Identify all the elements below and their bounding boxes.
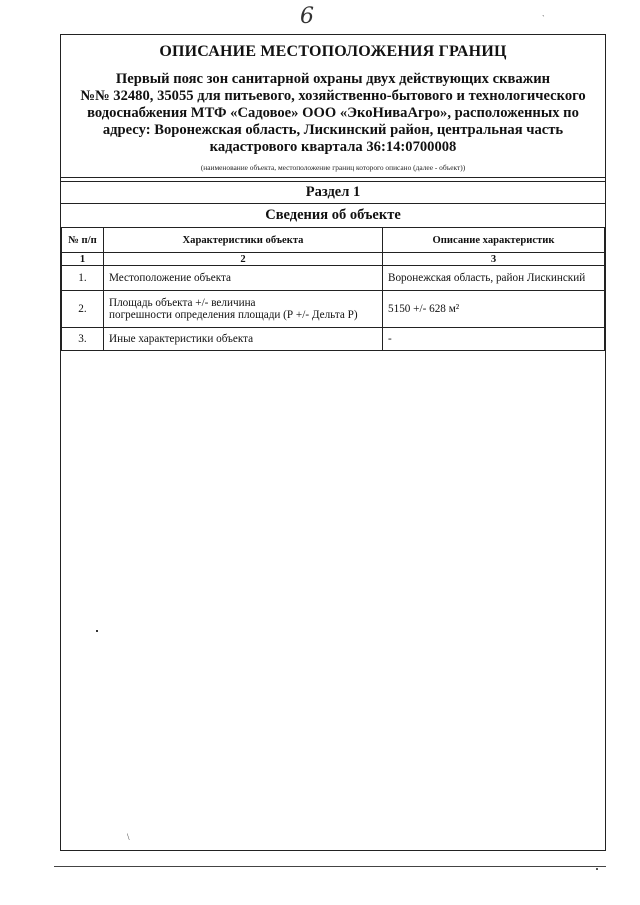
description-cell: - (383, 328, 605, 351)
characteristic-cell: Местоположение объекта (104, 266, 383, 291)
object-info-table (61, 227, 605, 351)
column-number: 3 (383, 253, 605, 266)
document-title: ОПИСАНИЕ МЕСТОПОЛОЖЕНИЯ ГРАНИЦ (159, 43, 507, 60)
row-number: 3. (62, 328, 104, 351)
section-title: Раздел 1 (305, 184, 361, 200)
scan-mark: ` (542, 14, 545, 23)
scan-mark (596, 868, 598, 870)
divider (61, 203, 605, 204)
document-frame (60, 34, 606, 851)
scan-mark: \ (127, 832, 130, 842)
object-description (69, 71, 597, 156)
description-line: №№ 32480, 35055 для питьевого, хозяйственно-бытового и технологического (80, 88, 586, 104)
table-row (62, 291, 605, 328)
characteristic-line: погрешности определения площади (Р +/- Дельта Р) (109, 309, 358, 321)
description-cell: Воронежская область, район Лискинский (383, 266, 605, 291)
section-subtitle: Сведения об объекте (265, 207, 401, 223)
column-header: Описание характеристик (383, 228, 605, 253)
characteristic-cell (104, 291, 383, 328)
table-header-row (62, 228, 605, 253)
column-header: № п/п (62, 228, 104, 253)
bottom-rule (54, 866, 606, 867)
characteristic-cell: Иные характеристики объекта (104, 328, 383, 351)
description-line: адресу: Воронежская область, Лискинский район, центральная часть (102, 122, 564, 138)
description-line: кадастрового квартала 36:14:0700008 (209, 139, 457, 155)
table-row (62, 328, 605, 351)
row-number: 2. (62, 291, 104, 328)
column-header: Характеристики объекта (104, 228, 383, 253)
scan-mark (96, 630, 98, 632)
table-row (62, 266, 605, 291)
column-number: 1 (62, 253, 104, 266)
description-cell: 5150 +/- 628 м² (383, 291, 605, 328)
divider (61, 181, 605, 182)
description-line: водоснабжения МТФ «Садовое» ООО «ЭкоНиваАгро», расположенных по (87, 105, 579, 121)
column-number-row (62, 253, 605, 266)
column-number: 2 (104, 253, 383, 266)
divider (61, 177, 605, 178)
row-number: 1. (62, 266, 104, 291)
object-caption: (наименование объекта, местоположение границ которого описано (далее - объект)) (200, 163, 466, 172)
page-number: 6 (300, 4, 314, 29)
description-line: Первый пояс зон санитарной охраны двух действующих скважин (115, 71, 551, 87)
characteristic-line: Площадь объекта +/- величина (109, 297, 256, 309)
